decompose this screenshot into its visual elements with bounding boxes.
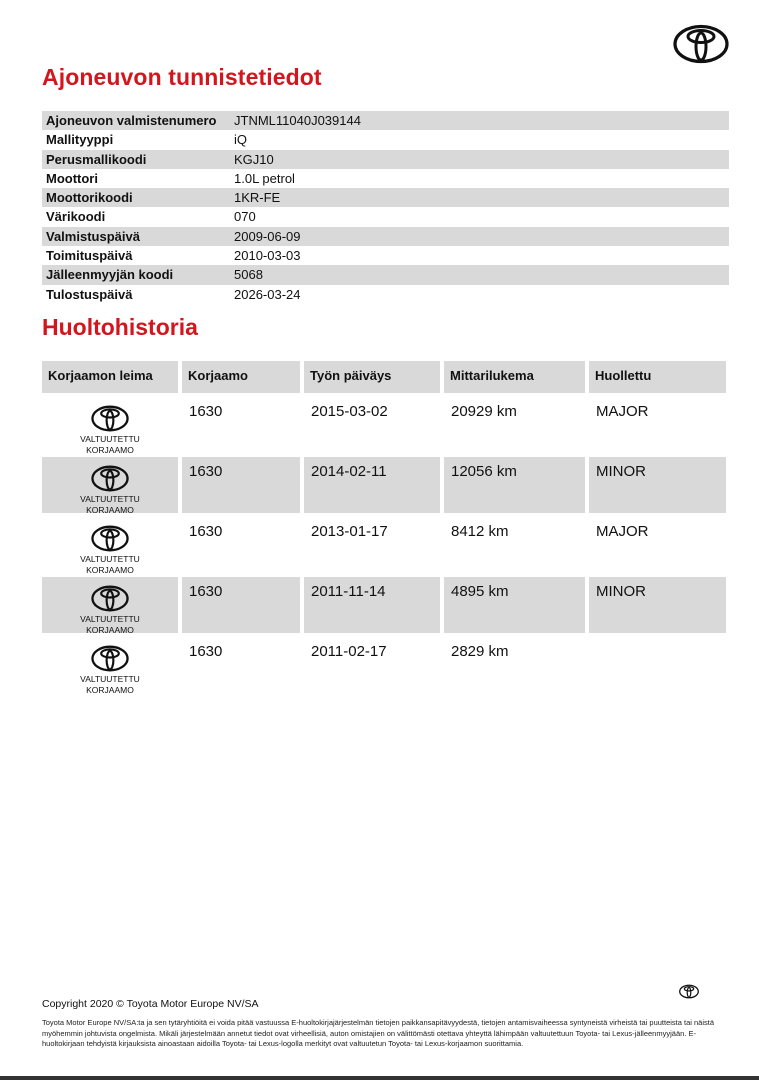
toyota-logo-icon [91,585,129,612]
service-type: MINOR [589,457,726,513]
service-date: 2011-11-14 [304,577,440,633]
info-label: Tulostuspäivä [46,286,133,302]
toyota-logo-icon [673,24,729,64]
info-value: JTNML11040J039144 [234,113,361,128]
info-label: Ajoneuvon valmistenumero [46,113,217,128]
info-value: 5068 [234,267,263,283]
service-history-title: Huoltohistoria [42,314,198,340]
stamp-caption-line: KORJAAMO [86,444,134,455]
info-label: Jälleenmyyjän koodi [46,267,174,283]
info-label: Toimituspäivä [46,248,133,264]
service-table-header [42,361,729,393]
workshop-stamp [42,637,178,693]
service-row [42,577,729,633]
service-row [42,517,729,573]
workshop-code: 1630 [189,643,223,660]
copyright: Copyright 2020 © Toyota Motor Europe NV/SA [42,998,259,1010]
info-label: Moottorikoodi [46,190,133,206]
workshop-stamp [42,577,178,633]
stamp-caption [80,494,140,515]
mileage: 8412 km [451,523,509,540]
service-row [42,457,729,513]
info-row [42,111,729,130]
toyota-logo-icon [91,645,129,672]
info-value: 1.0L petrol [234,170,295,186]
info-label: Mallityyppi [46,132,114,148]
stamp-caption-line: VALTUUTETTU [80,554,140,564]
info-row [42,130,729,149]
workshop-code: 1630 [189,523,223,540]
footer [42,998,729,1050]
stamp-caption [80,674,140,695]
info-value: 070 [234,209,256,225]
vehicle-info-table [42,111,729,304]
workshop-stamp [42,517,178,573]
service-row [42,397,729,453]
mileage: 4895 km [444,577,585,633]
mileage: 2829 km [451,643,509,660]
stamp-caption-line: KORJAAMO [86,684,134,695]
info-row [42,188,729,207]
service-date: 2013-01-17 [311,523,388,540]
toyota-logo-icon [91,405,129,432]
stamp-caption-line: VALTUUTETTU [80,674,140,684]
stamp-caption-line: VALTUUTETTU [80,614,140,624]
stamp-caption-line: KORJAAMO [86,624,134,635]
info-row [42,169,729,188]
info-row [42,285,729,304]
stamp-caption-line: VALTUUTETTU [80,434,140,444]
service-date: 2015-03-02 [311,403,388,420]
disclaimer: Toyota Motor Europe NV/SA:ta ja sen tytäryhtiöitä ei voida pitää vastuussa E-huoltokirjajärjestelmän tietojen paikkansapitävyydestä, tietojen antamisvaiheessa syntyneistä virheistä tai puutteista tai näistä myöhemmin johtuvista ongelmista. Mikäli järjestelmään annetut tiedot ovat virheellisiä, auton omistajien on välittömästi otettava yhteyttä lähimpään valtuutettuun Toyota- tai Lexus-jälleenmyyjään. E-huoltokirjaan tehdyistä kirjauksista ainoastaan aidoilla Toyota- tai Lexus-logolla merkityt ovat valtuutetun Toyota- tai Lexus-korjaamon suorittamia. [42,1018,715,1048]
info-label: Värikoodi [46,209,106,225]
workshop-code: 1630 [182,457,300,513]
header-workshop: Korjaamo [182,361,300,393]
bottom-bar [0,1076,759,1080]
service-type: MAJOR [596,523,649,540]
service-type [589,637,726,693]
info-row [42,265,729,284]
workshop-stamp [42,457,178,513]
service-type: MINOR [589,577,726,633]
info-value: 2010-03-03 [234,248,301,264]
service-row [42,637,729,693]
workshop-stamp [42,397,178,453]
info-row [42,207,729,226]
service-date: 2014-02-11 [304,457,440,513]
service-history-table [42,361,729,697]
service-date: 2011-02-17 [311,643,387,660]
stamp-caption [80,434,140,455]
stamp-caption [80,554,140,575]
info-row [42,150,729,169]
info-value: 1KR-FE [234,190,281,206]
header-service-type: Huollettu [589,361,726,393]
stamp-caption-line: VALTUUTETTU [80,494,140,504]
info-value: 2009-06-09 [234,228,301,244]
toyota-logo-icon [91,525,129,552]
stamp-caption-line: KORJAAMO [86,504,134,515]
header-mileage: Mittarilukema [444,361,585,393]
info-value: KGJ10 [234,151,274,167]
stamp-caption [80,614,140,635]
header-stamp: Korjaamon leima [42,361,178,393]
info-label: Valmistuspäivä [46,228,140,244]
mileage: 20929 km [451,403,517,420]
info-label: Moottori [46,170,98,186]
workshop-code: 1630 [189,403,223,420]
toyota-logo-icon [91,465,129,492]
service-type: MAJOR [596,403,649,420]
mileage: 12056 km [444,457,585,513]
vehicle-info-title: Ajoneuvon tunnistetiedot [42,64,322,90]
info-value: 2026-03-24 [234,286,301,302]
stamp-caption-line: KORJAAMO [86,564,134,575]
info-row [42,227,729,246]
toyota-logo-small-icon [679,984,699,999]
info-row [42,246,729,265]
header-date: Työn päiväys [304,361,440,393]
info-value: iQ [234,132,247,148]
workshop-code: 1630 [182,577,300,633]
info-label: Perusmallikoodi [46,151,147,167]
